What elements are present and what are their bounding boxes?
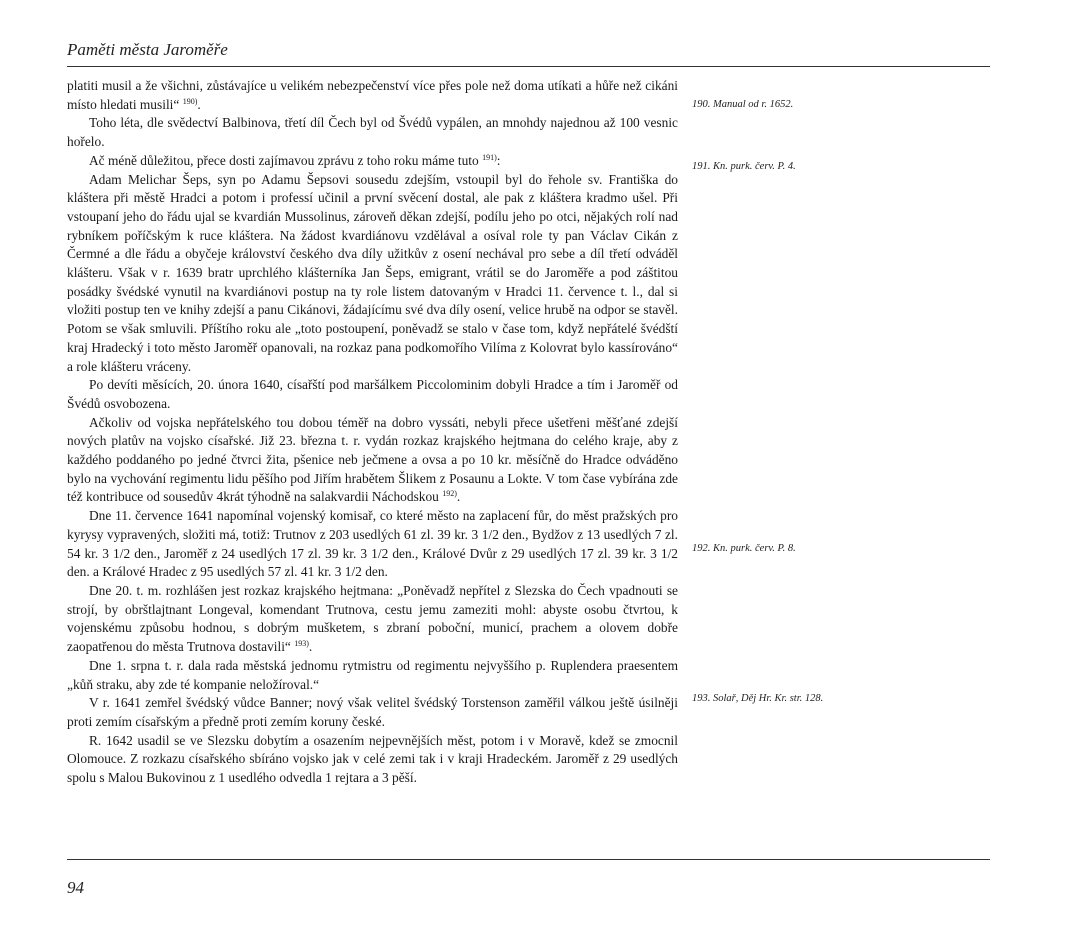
paragraph: V r. 1641 zemřel švédský vůdce Banner; nový však velitel švédský Torstenson zaměřil válkou ještě úsilněji proti zemím císařským a předně proti zemím koruny české. [67, 695, 678, 729]
paragraph: Adam Melichar Šeps, syn po Adamu Šepsovi sousedu zdejším, vstoupil byl do řehole sv. Františka do kláštera při městě Hradci a potom i professí učinil a první svěcení dostal, ale pak z kláštera kradmo ušel. Při vstoupaní jeho do řádu ujal se kvardián Mussolinus, zároveň děkan zdejší, podílu jeho po otci, nějakých rolí nad rybníkem poříčským k ruce kláštera. Na žádost kvardiánovu vzdělával a osíval role ty pan Václav Cikán z Čermné a dle řádu a obyčeje království českého dva díly užitkův z osení nechával pro sebe a díl třetí odváděl klášteru. Však v r. 1639 bratr uprchlého klášterníka Jan Šeps, emigrant, vrátil se do Jaroměře a pod záštitou posádky švédské vynutil na kvardiánovi postup na ty role listem datovaným v Hradci 11. července t. l., dal si vložiti postup ten ve knihy zdejší a panu Cikánovi, žádajícímu své dva díly osení, velice hrubě na odpor se stavěl. Potom se však smluvili. Příštího roku ale „toto postoupení, poněvadž se stalo v čase tom, když nepřátelé švédští kraj Hradecký i toto město Jaroměř opanovali, na rozkaz pana podkomořího Vilíma z Kolovrat bylo kassírováno“ a role klášteru vráceny. [67, 171, 678, 374]
running-head: Paměti města Jaroměře [67, 40, 228, 59]
paragraph: Po devíti měsících, 20. února 1640, císařští pod maršálkem Piccolominim dobyli Hradce a tím i Jaroměř od Švédů osvobozena. [67, 377, 678, 411]
paragraph: R. 1642 usadil se ve Slezsku dobytím a osazením nejpevnějších měst, potom i v Moravě, kdež se zmocnil Olomouce. Z rozkazu císařského sbíráno vojsko jak v celé zemi tak i v kraji Hradeckém. Jaroměř z 29 usedlých spolu s Malou Bukovinou z 1 usedlého odvedla 1 rejtara a 3 pěší. [67, 732, 678, 786]
footnote-ref: 190) [182, 96, 198, 106]
footnote-ref: 191) [482, 152, 497, 162]
paragraph: Dne 20. t. m. rozhlášen jest rozkaz krajského hejtmana: „Poněvadž nepřítel z Slezska do Čech vpadnouti se strojí, by obrštlajtnant Longeval, komendant Trutnova, cestu jemu zameziti mohl: abyste osobu čtvrtou, k vojenskému způsobu hodnou, s dobrým mušketem, s zbraní poboční, municí, prachem a olovem dobře zaopatřenou do města Trutnova dostavili“ $^{193)}$. [67, 582, 678, 655]
paragraph: Toho léta, dle svědectví Balbinova, třetí díl Čech byl od Švédů vypálen, an mnohdy najednou až 100 vesnic hořelo. [67, 115, 678, 150]
footnote-ref: 192) [442, 489, 457, 499]
body-text [67, 77, 678, 788]
margin-note: 191. Kn. purk. červ. P. 4. [692, 161, 796, 172]
paragraph: platiti musil a že všichni, zůstávajíce u velikém nebezpečenství více přes pole než doma utíkati a hůře než cikáni místo hledati musili“ $^{190)}$. [67, 78, 678, 112]
paragraph: Dne 1. srpna t. r. dala rada městská jednomu rytmistru od regimentu nejvyššího p. Ruplendera praesentem „kůň straku, aby zde té kompanie neložíroval.“ [67, 657, 678, 692]
paragraph: Ačkoliv od vojska nepřátelského tou dobou téměř na dobro vyssáti, nebyli přece ušetřeni měšťané zdejší nových platův na vojsko císařské. Již 23. března t. r. vydán rozkaz krajského hejtmana do celého kraje, aby z každého poddaného po jedné čtvrci žita, pšenice neb ječmene a ovsa a po 10 kr. měsíčně do Hradce odváděno bylo na vychování regimentu lidu pěšího pod Jiřím hrabětem Šlikem z Posaunu a Lokte. V tom čase vybírána zde též kontribuce od sousedův 4krát týhodně na salakvardii Náchodskou $^{192)}$. [67, 414, 678, 505]
margin-note: 190. Manual od r. 1652. [692, 99, 794, 110]
footnote-ref: 193) [294, 639, 309, 649]
paragraph: Dne 11. července 1641 napomínal vojenský komisař, co které město na zaplacení fůr, do měst pražských pro kyrysy vypravených, složiti má, totiž: Trutnov z 203 usedlých 61 zl. 39 kr. 3 1/2 den., Bydžov z 13 usedlých 7 zl. 54 kr. 3 1/2 den., Jaroměř z 24 usedlých 17 zl. 39 kr. 3 1/2 den., Králové Dvůr z 29 usedlých 17 zl. 39 kr. 3 1/2 den. a Králové Hradec z 95 usedlých 57 zl. 41 kr. 3 1/2 den. [67, 508, 678, 580]
margin-note: 192. Kn. purk. červ. P. 8. [692, 543, 796, 554]
margin-note: 193. Solař, Děj Hr. Kr. str. 128. [692, 693, 824, 704]
paragraph: Ač méně důležitou, přece dosti zajímavou zprávu z toho roku máme tuto $^{191)}$: [89, 152, 501, 168]
page-number: 94 [67, 878, 84, 897]
header-rule [67, 66, 990, 67]
footer-rule [67, 859, 990, 860]
